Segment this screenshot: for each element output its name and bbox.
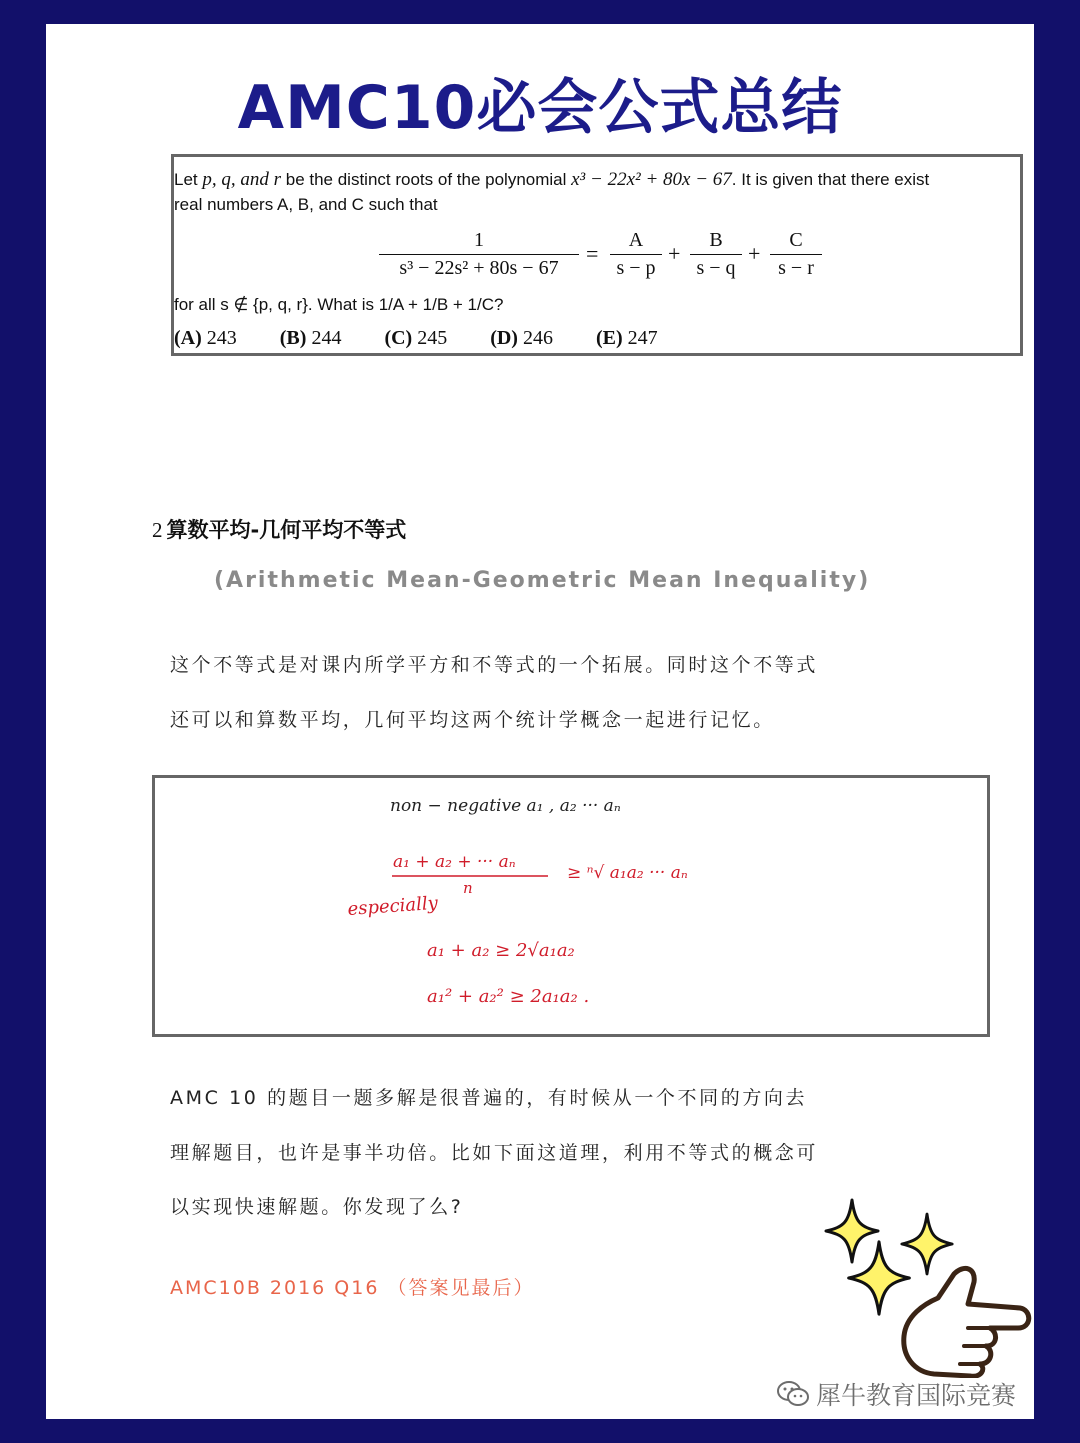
- paragraph-1-line-2: 还可以和算数平均，几何平均这两个统计学概念一起进行记忆。: [170, 709, 775, 731]
- problem-polynomial: x³ − 22x² + 80x − 67: [571, 169, 732, 190]
- paragraph-2-line-3: 以实现快速解题。你发现了么?: [170, 1196, 464, 1218]
- section-heading: [152, 514, 406, 544]
- problem-line-2: real numbers A, B, and C such that: [174, 195, 438, 214]
- lhs-fraction: $\frac{1}{\text{s³ − 22s² + 80s − 67}}$: [379, 229, 579, 280]
- plus-sign: +: [748, 241, 761, 266]
- partial-fraction-equation: [174, 227, 1026, 287]
- hw-geometric-mean: ≥ ⁿ√ a₁a₂ ··· aₙ: [567, 863, 688, 883]
- problem-reference[interactable]: AMC10B 2016 Q16 （答案见最后）: [170, 1277, 535, 1299]
- hw-line-nonnegative: non − negative a₁ , a₂ ··· aₙ: [390, 796, 621, 816]
- fraction-a: $\frac{A}{s - p}$: [610, 229, 662, 280]
- hw-two-term-am-gm: a₁ + a₂ ≥ 2√a₁a₂: [427, 940, 575, 961]
- paragraph-1-line-1: 这个不等式是对课内所学平方和不等式的一个拓展。同时这个不等式: [170, 654, 819, 676]
- hw-square-sum-inequality: a₁² + a₂² ≥ 2a₁a₂ .: [427, 986, 590, 1007]
- watermark: 犀牛教育国际竞赛: [776, 1376, 1016, 1412]
- fraction-b: $\frac{B}{s - q}$: [690, 229, 742, 280]
- problem-line-1: Let p, q, and r be the distinct roots of the polynomial x³ − 22x² + 80x − 67. It is given that there exist: [174, 169, 930, 190]
- pointing-hand-icon: [894, 1258, 1034, 1378]
- problem-box: [171, 154, 1023, 356]
- wechat-icon: [776, 1380, 810, 1408]
- choice-d[interactable]: (D) 246: [490, 327, 553, 349]
- fraction-c: $\frac{C}{s - r}$: [770, 229, 822, 280]
- hw-mean-numerator: a₁ + a₂ + ··· aₙ: [393, 852, 516, 872]
- choice-a[interactable]: (A) 243: [174, 327, 237, 349]
- paragraph-2-line-1: AMC 10 的题目一题多解是很普遍的，有时候从一个不同的方向去: [170, 1087, 808, 1109]
- handwriting-canvas: [155, 778, 987, 1034]
- problem-vars: p, q, and r: [202, 169, 282, 190]
- section-subheading: (Arithmetic Mean-Geometric Mean Inequality): [214, 568, 871, 593]
- hw-mean-denominator: n: [463, 879, 473, 897]
- problem-line-3: for all s ∉ {p, q, r}. What is 1/A + 1/B + 1/C?: [174, 295, 504, 314]
- page-title: AMC10必会公式总结: [237, 73, 843, 143]
- section-title: 算数平均-几何平均不等式: [166, 518, 407, 542]
- choice-b[interactable]: (B) 244: [279, 327, 342, 349]
- choice-e[interactable]: (E) 247: [595, 327, 658, 349]
- handwritten-inequality-box: [152, 775, 990, 1037]
- hw-especially: especially: [346, 892, 439, 920]
- answer-choices: [174, 327, 696, 350]
- page: [46, 24, 1034, 1419]
- section-number: 2: [152, 518, 163, 542]
- choice-c[interactable]: (C) 245: [384, 327, 448, 349]
- paragraph-2-line-2: 理解题目，也许是事半功倍。比如下面这道理，利用不等式的概念可: [170, 1142, 819, 1164]
- equals-sign: =: [586, 241, 599, 266]
- plus-sign: +: [668, 241, 681, 266]
